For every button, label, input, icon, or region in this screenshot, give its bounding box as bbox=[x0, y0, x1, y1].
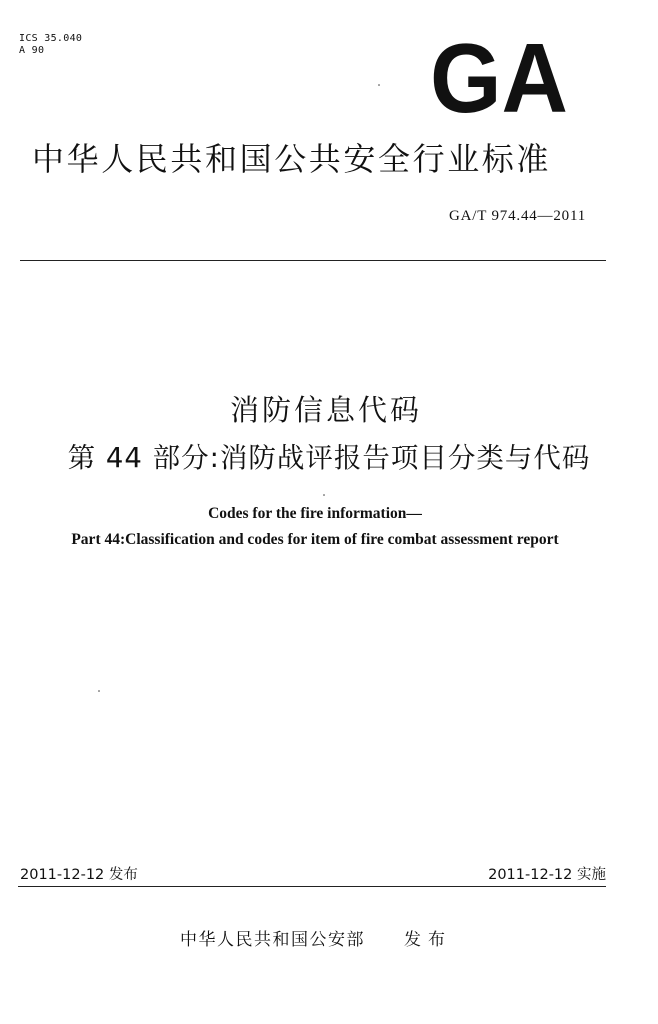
issue-action: 发布 bbox=[404, 930, 452, 950]
svg-text:GA: GA bbox=[430, 38, 568, 114]
ccs-code: A 90 bbox=[19, 45, 45, 56]
implementation-date: 2011-12-12 实施 bbox=[488, 867, 606, 883]
header-divider bbox=[20, 260, 606, 261]
scan-speck bbox=[323, 494, 325, 496]
ga-logo bbox=[428, 38, 570, 114]
scan-speck bbox=[378, 84, 380, 86]
issuing-body: 中华人民共和国公安部 bbox=[180, 930, 365, 950]
ics-code: ICS 35.040 bbox=[19, 33, 83, 44]
standard-number: GA/T 974.44—2011 bbox=[449, 208, 586, 224]
issuing-authority-title: 中华人民共和国公共安全行业标准 bbox=[32, 140, 552, 178]
chinese-title-main: 消防信息代码 bbox=[229, 393, 422, 427]
english-title-part: Part 44:Classification and codes for item of fire combat assessment report bbox=[71, 531, 559, 548]
footer-divider bbox=[18, 886, 606, 887]
scan-speck bbox=[98, 690, 100, 692]
issue-date: 2011-12-12 发布 bbox=[20, 867, 138, 883]
chinese-title-part: 第 44 部分:消防战评报告项目分类与代码 bbox=[67, 442, 591, 474]
english-title-main: Codes for the fire information— bbox=[208, 505, 422, 522]
classification-codes bbox=[19, 33, 82, 57]
